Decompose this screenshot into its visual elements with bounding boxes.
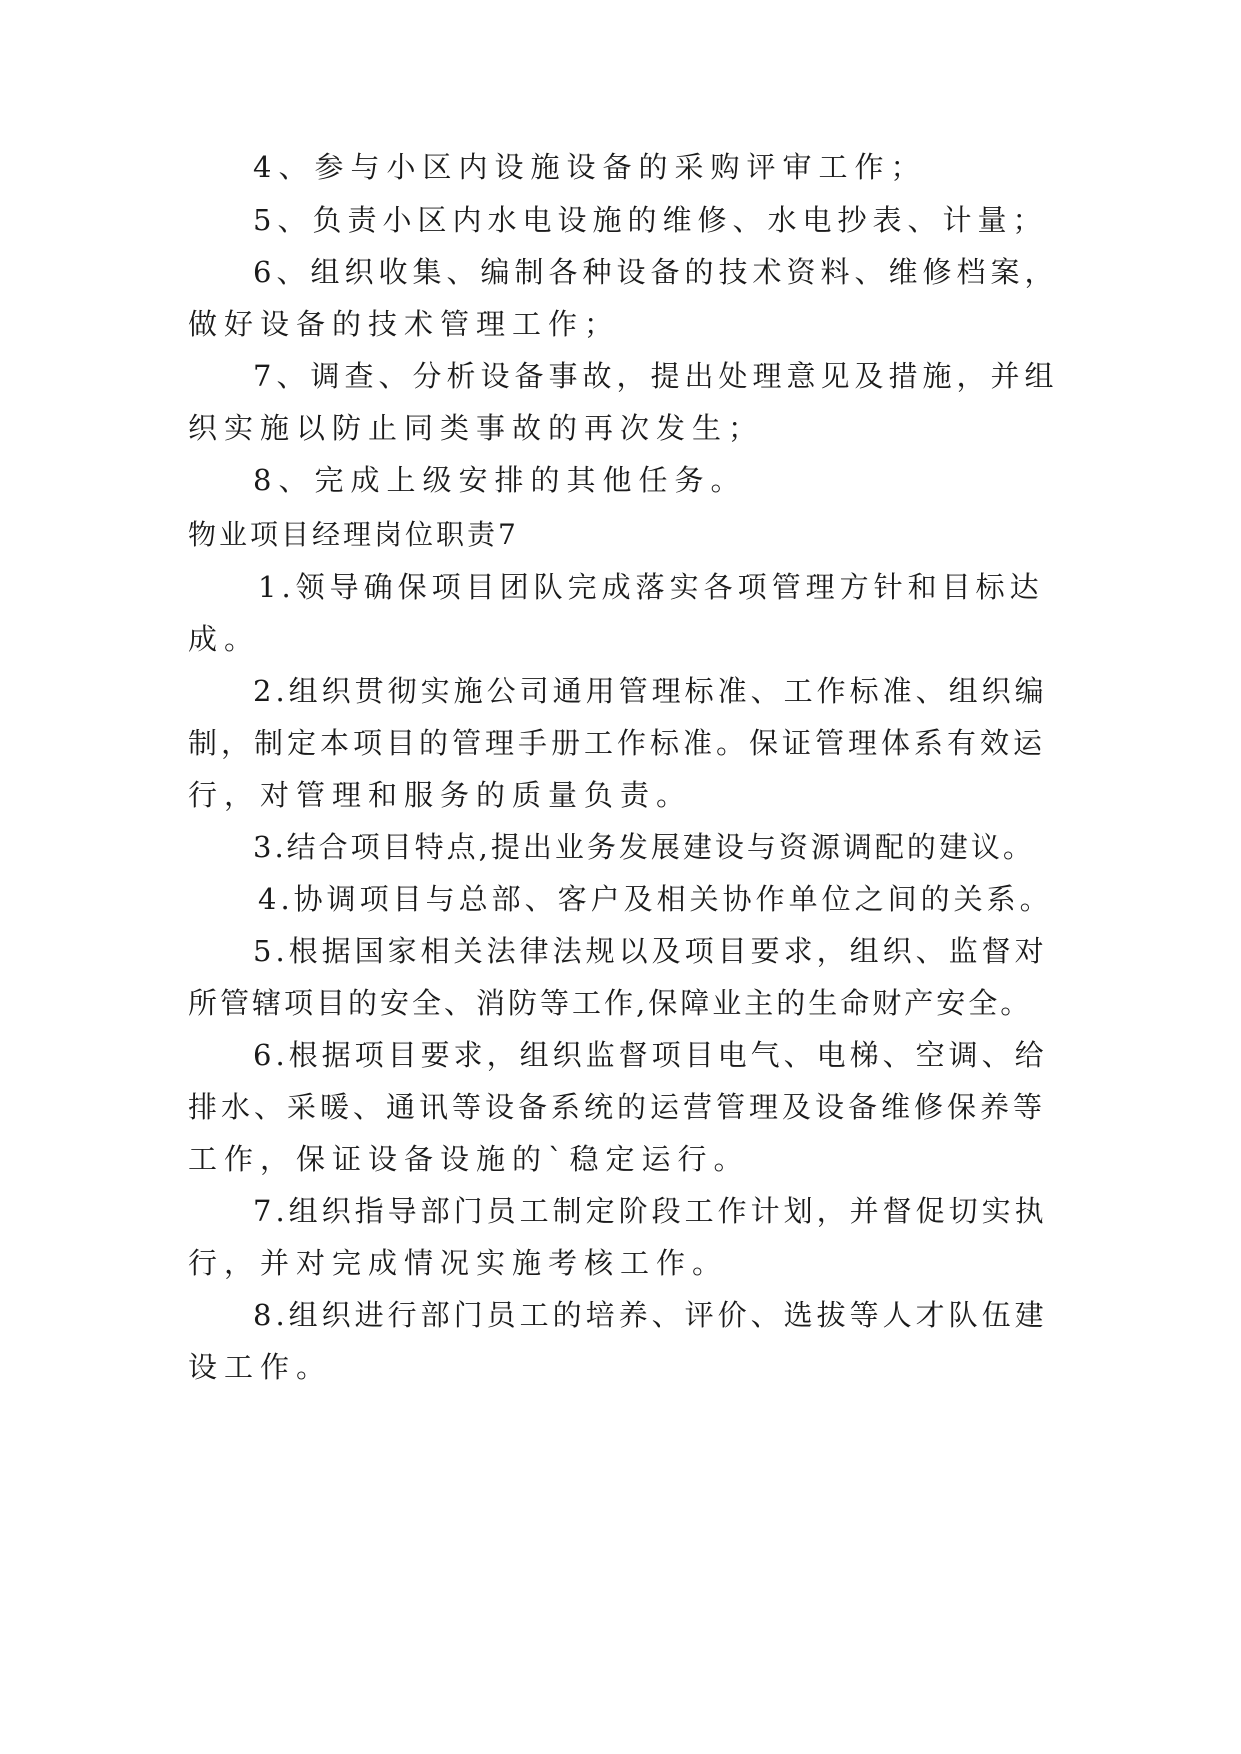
text-line: 所管辖项目的安全、消防等工作,保障业主的生命财产安全。 [188,986,1033,1020]
text-line: 3.结合项目特点,提出业务发展建设与资源调配的建议。 [253,830,1035,864]
text-line: 行，对管理和服务的质量负责。 [188,778,693,812]
text-line: 8.组织进行部门员工的培养、评价、选拔等人才队伍建 [253,1298,1048,1332]
text-line: 5、负责小区内水电设施的维修、水电抄表、计量； [253,203,1048,237]
text-line: 工作，保证设备设施的`稳定运行。 [188,1142,750,1176]
text-line: 排水、采暖、通讯等设备系统的运营管理及设备维修保养等 [188,1090,1047,1124]
text-line: 5.根据国家相关法律法规以及项目要求，组织、监督对 [253,934,1048,968]
text-line: 4、参与小区内设施设备的采购评审工作； [253,150,927,184]
text-line: 7.组织指导部门员工制定阶段工作计划，并督促切实执 [253,1194,1048,1228]
text-line: 2.组织贯彻实施公司通用管理标准、工作标准、组织编 [253,674,1048,708]
text-line: 行，并对完成情况实施考核工作。 [188,1246,729,1280]
text-line: 设工作。 [188,1350,333,1384]
text-line: 6.根据项目要求，组织监督项目电气、电梯、空调、给 [253,1038,1048,1072]
text-line: 4.协调项目与总部、客户及相关协作单位之间的关系。 [258,882,1053,916]
text-line: 1.领导确保项目团队完成落实各项管理方针和目标达 [258,570,1044,604]
text-line: 成。 [188,622,261,656]
text-line: 8、完成上级安排的其他任务。 [253,463,747,497]
section-heading: 物业项目经理岗位职责7 [188,518,519,551]
text-line: 6、组织收集、编制各种设备的技术资料、维修档案， [253,255,1059,289]
text-line: 7、调查、分析设备事故，提出处理意见及措施，并组 [253,359,1059,393]
text-line: 织实施以防止同类事故的再次发生； [188,411,765,445]
text-line: 制，制定本项目的管理手册工作标准。保证管理体系有效运 [188,726,1047,760]
text-line: 做好设备的技术管理工作； [188,307,621,341]
